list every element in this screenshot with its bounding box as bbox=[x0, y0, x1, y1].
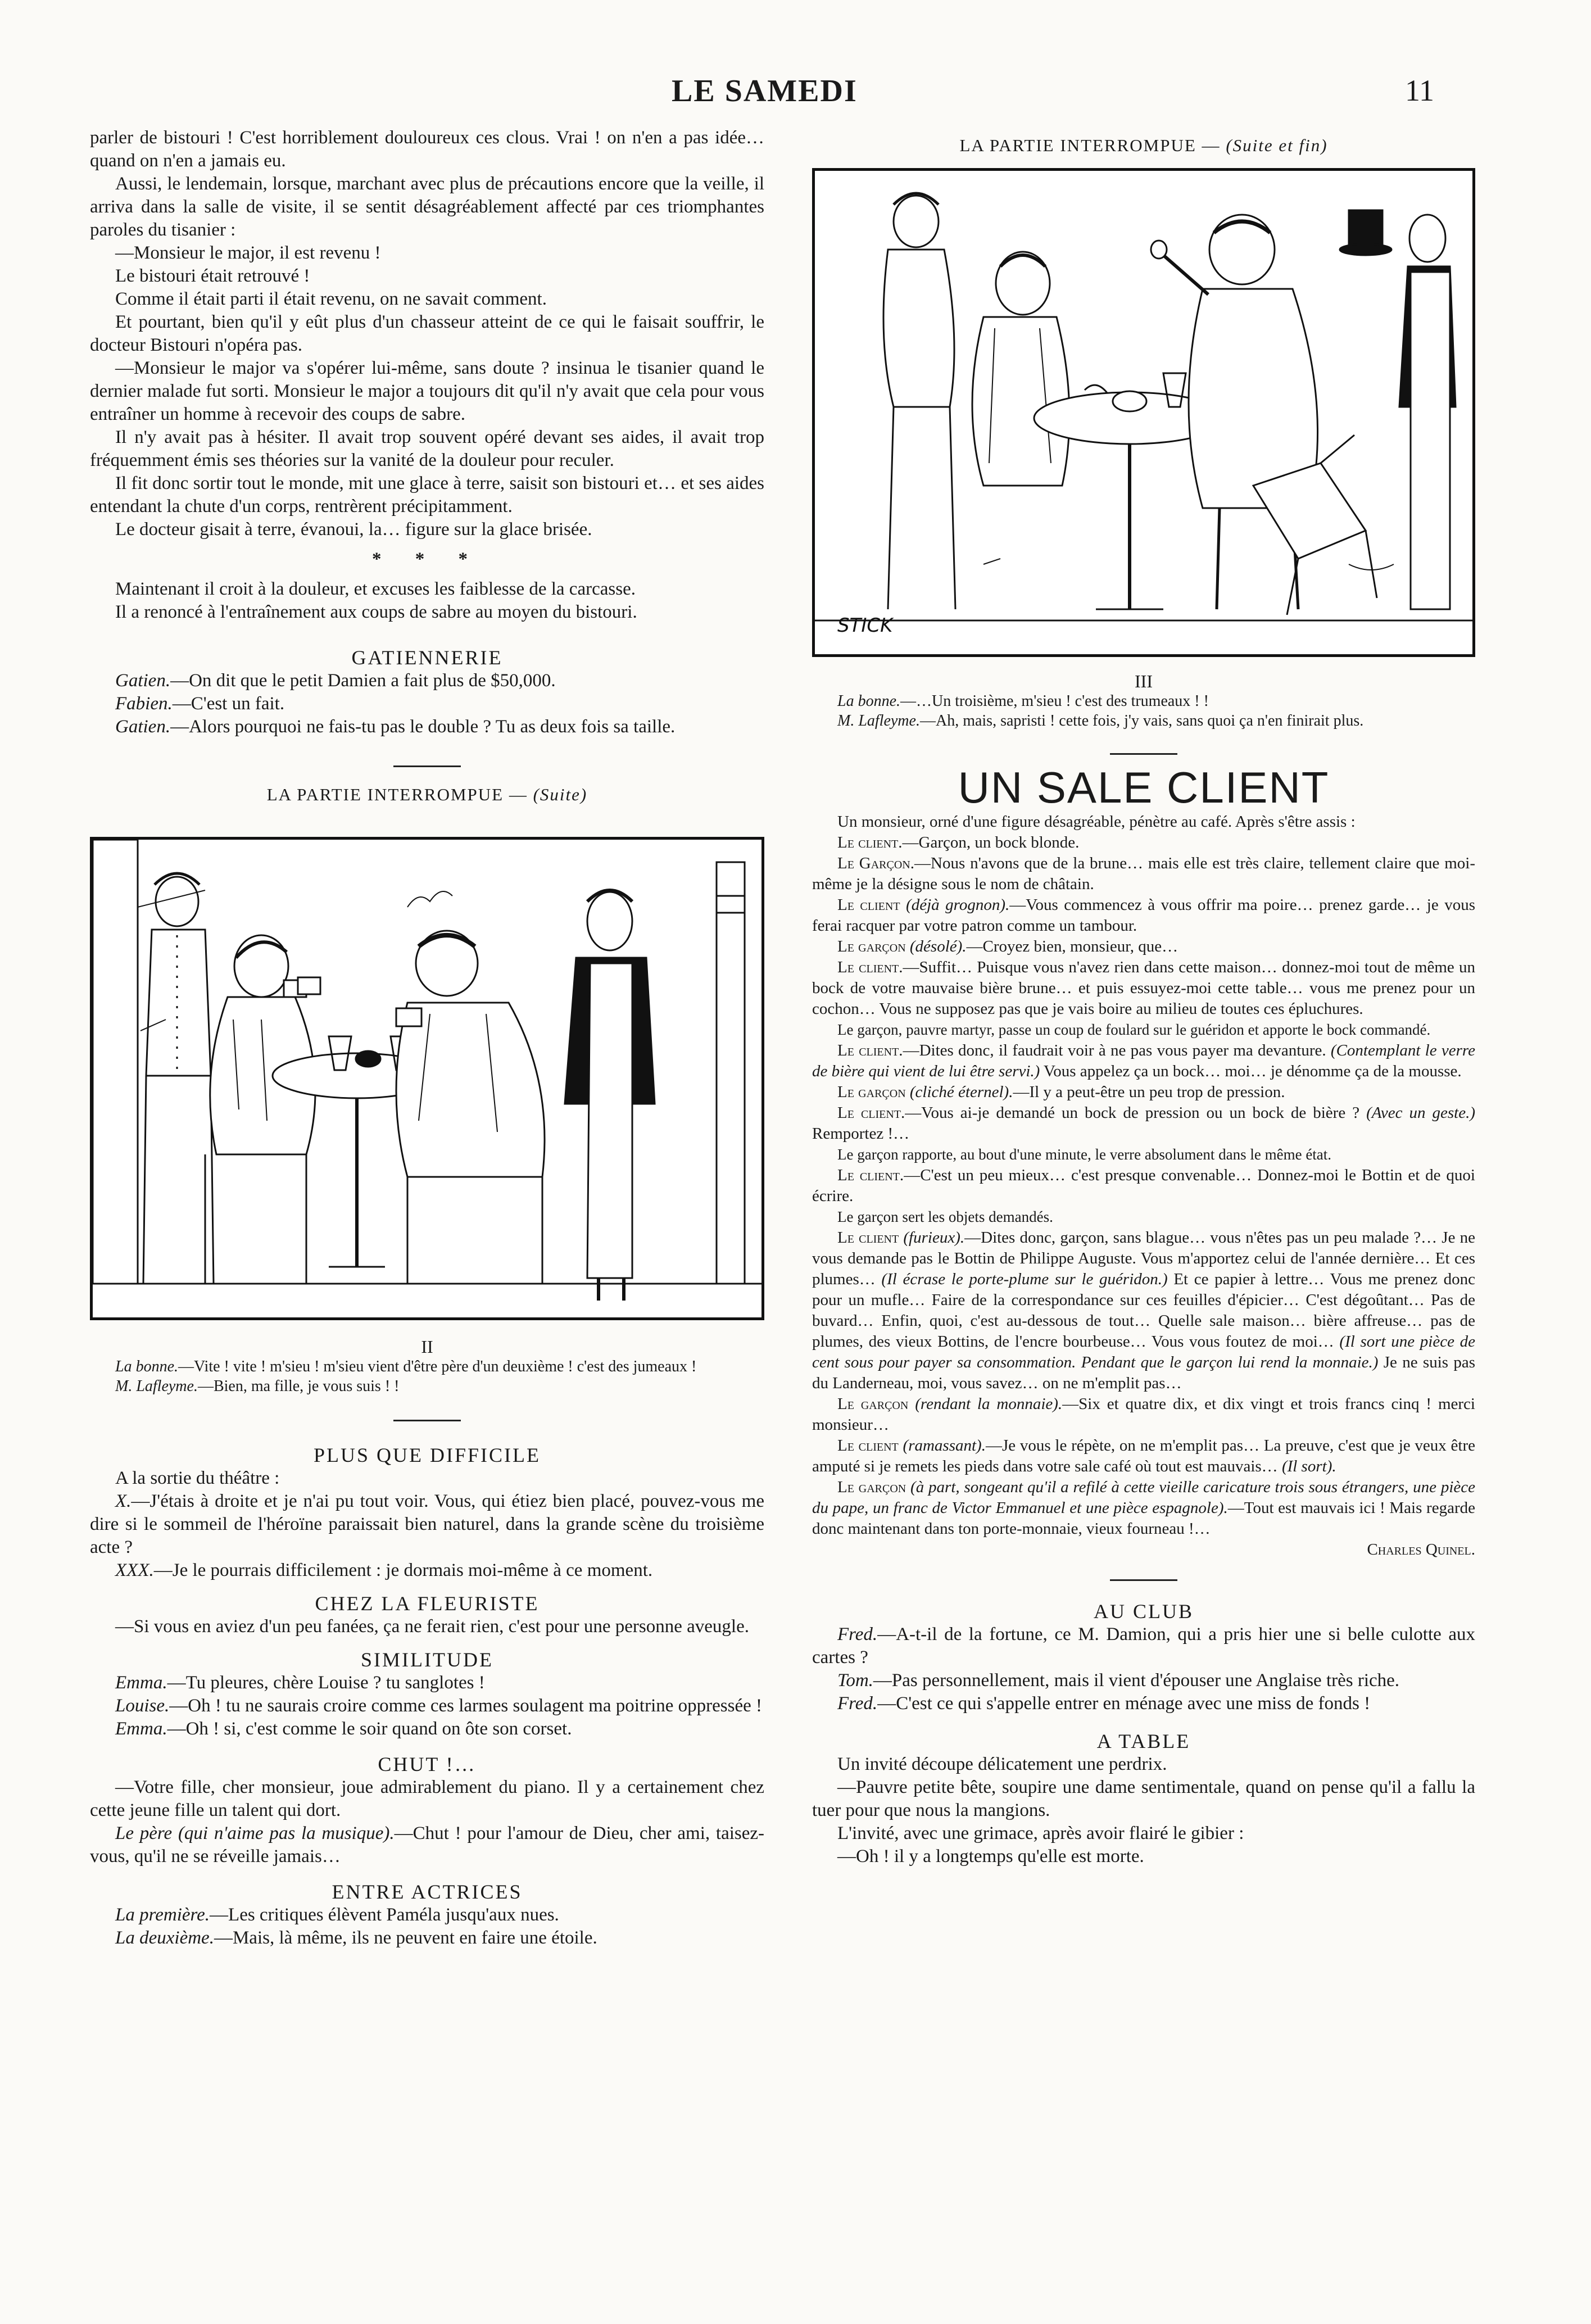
section-title-gatiennerie: GATIENNERIE bbox=[351, 646, 503, 669]
stage-direction: (furieux). bbox=[899, 1229, 965, 1247]
divider bbox=[393, 765, 461, 767]
stage-direction: (ramassant). bbox=[898, 1437, 986, 1455]
dialogue-line: —Dites donc, il faudrait voir à ne pas vous payer ma devanture. bbox=[903, 1041, 1326, 1059]
caption-number: II bbox=[421, 1337, 433, 1357]
speaker: Le Garçon. bbox=[837, 854, 914, 872]
speaker: Tom. bbox=[837, 1670, 873, 1691]
dialogue-line: —Vous ai-je demandé un bock de pression ou un bock de bière ? bbox=[905, 1104, 1360, 1122]
artist-signature: STICK bbox=[837, 614, 893, 637]
section-title-chut: CHUT !… bbox=[378, 1753, 477, 1775]
dialogue-line: —Garçon, un bock blonde. bbox=[902, 833, 1080, 851]
divider bbox=[1110, 753, 1177, 755]
dialogue-line: —Il y a peut-être un peu trop de pression. bbox=[1013, 1083, 1285, 1101]
paragraph: Le docteur gisait à terre, évanoui, la… figure sur la glace brisée. bbox=[115, 519, 592, 540]
paragraph: —Pauvre petite bête, soupire une dame sentimentale, quand on pense qu'il a fallu la tuer pour que nous la mangions. bbox=[812, 1777, 1475, 1820]
speaker: La bonne. bbox=[115, 1358, 178, 1375]
illustration-title: LA PARTIE INTERROMPUE — bbox=[266, 785, 528, 804]
dialogue-line: —Croyez bien, monsieur, que… bbox=[966, 937, 1178, 955]
speaker: La première. bbox=[115, 1905, 210, 1925]
caption-line: —Ah, mais, sapristi ! cette fois, j'y vais, sans quoi ça n'en finirait plus. bbox=[919, 712, 1364, 730]
speaker: XXX. bbox=[115, 1560, 154, 1580]
stage-direction: (Il écrase le porte-plume sur le guéridon.) bbox=[875, 1270, 1168, 1288]
section-title-similitude: SIMILITUDE bbox=[361, 1648, 493, 1671]
divider bbox=[1110, 1579, 1177, 1581]
speaker: Le garçon bbox=[837, 1478, 906, 1496]
stage-direction: (Il sort). bbox=[1277, 1457, 1336, 1475]
speaker: Fred. bbox=[837, 1624, 878, 1645]
dialogue-line: —J'étais à droite et je n'ai pu tout voir. Vous, qui étiez bien placé, pouvez-vous me dire si le sommeil de l'héroïne paraissait bien naturel, dans la grande scène du troisième acte ? bbox=[90, 1491, 764, 1557]
dialogue-line: —Suffit… Puisque vous n'avez rien dans cette maison… donnez-moi tout de même un bock de votre mauvaise bière brune… et puis essuyez-moi cette table… vous me prenez pour un cochon… Vous ne supposez pas que je vais boire au milieu de toutes ces épluchures. bbox=[812, 958, 1475, 1018]
paragraph: —Monsieur le major va s'opérer lui-même, sans doute ? insinua le tisanier quand le dernier malade fut sorti. Monsieur le major a toujours dit qu'il n'y avait que cela pour vous entraîner un homme à recevoir des coups de sabre. bbox=[90, 358, 764, 424]
chair-falls-drawing bbox=[815, 171, 1472, 654]
paragraph: —Monsieur le major, il est revenu ! bbox=[115, 243, 381, 263]
paragraph: Aussi, le lendemain, lorsque, marchant avec plus de précautions encore que la veille, il arriva dans la salle de visite, il se sentit désagréablement affecté par ces triomphantes paroles du tisanier : bbox=[90, 174, 764, 240]
speaker: Le client. bbox=[837, 958, 903, 976]
illustration-chair-falls bbox=[812, 168, 1475, 657]
paragraph: A la sortie du théâtre : bbox=[115, 1468, 280, 1488]
paragraph: Il fit donc sortir tout le monde, mit une glace à terre, saisit son bistouri et… et ses aides entendant la chute d'un corps, rentrèrent précipitamment. bbox=[90, 473, 764, 517]
speaker: X. bbox=[115, 1491, 132, 1511]
dialogue-line: —Mais, là même, ils ne peuvent en faire une étoile. bbox=[214, 1928, 597, 1948]
speaker: Le client bbox=[837, 1437, 899, 1455]
caption-number: III bbox=[1135, 671, 1153, 691]
stage-direction: Le garçon, pauvre martyr, passe un coup de foulard sur le guéridon et apporte le bock commandé. bbox=[837, 1021, 1431, 1038]
paragraph: Comme il était parti il était revenu, on ne savait comment. bbox=[115, 289, 547, 309]
illustration-card-game bbox=[90, 837, 764, 1320]
paragraph: Et pourtant, bien qu'il y eût plus d'un chasseur atteint de ce qui le faisait souffrir, le docteur Bistouri n'opéra pas. bbox=[90, 312, 764, 355]
illustration-title-suffix: (Suite) bbox=[533, 785, 588, 804]
section-title-entre-actrices: ENTRE ACTRICES bbox=[332, 1881, 523, 1903]
speaker: La deuxième. bbox=[115, 1928, 214, 1948]
section-title-au-club: AU CLUB bbox=[1093, 1600, 1194, 1623]
dialogue-line: Et ce papier à lettre… Vous me prenez donc pour un mufle… Faire de la correspondance sur ces feuilles d'épicier… C'est dégoûtant… Pas de buvard… Enfin, quoi, c'est au-dessous de tout… Quelle sale maison… bière affreuse… pas de plumes, des vieux Bottins, de l'encre bourbeuse… Vous vous foutez de moi… bbox=[812, 1270, 1475, 1351]
speaker: Le garçon bbox=[837, 1395, 909, 1413]
speaker: Le garçon bbox=[837, 937, 906, 955]
dialogue-line: Je ne suis pas du Landerneau, moi, vous savez… on ne m'emplit pas… bbox=[812, 1353, 1475, 1392]
caption-line: —Bien, ma fille, je vous suis ! ! bbox=[197, 1378, 400, 1395]
stage-direction: (cliché éternel). bbox=[905, 1083, 1013, 1101]
paragraph: —Votre fille, cher monsieur, joue admirablement du piano. Il y a certainement chez cette jeune fille un talent qui dort. bbox=[90, 1777, 764, 1820]
stage-direction: Le garçon sert les objets demandés. bbox=[837, 1208, 1053, 1225]
stage-direction: Un monsieur, orné d'une figure désagréable, pénètre au café. Après s'être assis : bbox=[837, 813, 1356, 831]
page-header bbox=[0, 73, 1591, 118]
paragraph: —Oh ! il y a longtemps qu'elle est morte. bbox=[837, 1846, 1144, 1867]
caption-line: —Vite ! vite ! m'sieu ! m'sieu vient d'être père d'un deuxième ! c'est des jumeaux ! bbox=[178, 1358, 697, 1375]
dialogue-line: —Six et quatre dix, et dix vingt et trois francs cinq ! merci monsieur… bbox=[812, 1395, 1475, 1434]
dialogue-line: —Pas personnellement, mais il vient d'épouser une Anglaise très riche. bbox=[873, 1670, 1400, 1691]
speaker: Gatien. bbox=[115, 671, 171, 691]
paragraph: —Si vous en aviez d'un peu fanées, ça ne ferait rien, c'est pour une personne aveugle. bbox=[115, 1616, 749, 1637]
stage-direction: (déjà grognon). bbox=[900, 896, 1010, 914]
article-title-sale-client: UN SALE CLIENT bbox=[958, 763, 1330, 812]
dialogue-line: —Tu pleures, chère Louise ? tu sanglotes ! bbox=[167, 1673, 485, 1693]
section-title-fleuriste: CHEZ LA FLEURISTE bbox=[315, 1592, 540, 1615]
stage-direction: (Il sort une pièce de cent sous pour payer sa consommation. Pendant que le garçon lui rend la monnaie.) bbox=[812, 1333, 1475, 1371]
speaker: Gatien. bbox=[115, 717, 171, 737]
paragraph: Il a renoncé à l'entraînement aux coups de sabre au moyen du bistouri. bbox=[115, 602, 637, 622]
speaker: Le client bbox=[837, 896, 900, 914]
speaker: Fred. bbox=[837, 1693, 878, 1714]
illustration-title-suffix: (Suite et fin) bbox=[1226, 135, 1328, 155]
stage-direction: (Avec un geste.) bbox=[1359, 1104, 1475, 1122]
paragraph: Il n'y avait pas à hésiter. Il avait trop souvent opéré devant ses aides, il avait trop fréquemment émis ses théories sur la vanité de la douleur pour reculer. bbox=[90, 427, 764, 470]
speaker: Emma. bbox=[115, 1673, 167, 1693]
dialogue-line: —C'est un fait. bbox=[172, 694, 285, 714]
stage-direction: (Contemplant le verre de bière qui vient de lui être servi.) bbox=[812, 1041, 1475, 1080]
stage-direction: Le garçon rapporte, au bout d'une minute, le verre absolument dans le même état. bbox=[837, 1146, 1332, 1163]
dialogue-line: —Dites donc, garçon, sans blague… vous n'êtes pas un peu malade ?… Je ne vous demande pas le Bottin de Philippe Auguste. Vous m'apportez celui de l'année dernière… Et ces plumes… bbox=[812, 1229, 1476, 1288]
dialogue-line: —C'est un peu mieux… c'est presque convenable… Donnez-moi le Bottin et de quoi écrire. bbox=[812, 1166, 1475, 1205]
dialogue-line: —Oh ! si, c'est comme le soir quand on ôte son corset. bbox=[167, 1719, 572, 1739]
speaker: La bonne. bbox=[837, 692, 900, 710]
paragraph: Un invité découpe délicatement une perdrix. bbox=[837, 1754, 1167, 1774]
dialogue-line: —A-t-il de la fortune, ce M. Damion, qui a pris hier une si belle culotte aux cartes ? bbox=[812, 1624, 1475, 1668]
dialogue-line: —Oh ! tu ne saurais croire comme ces larmes soulagent ma poitrine oppressée ! bbox=[169, 1696, 762, 1716]
right-column bbox=[812, 134, 1475, 1868]
dialogue-line: —Nous n'avons que de la brune… mais elle est très claire, tellement claire que moi-même je la désigne sous le nom de châtain. bbox=[812, 854, 1476, 893]
dialogue-line: —On dit que le petit Damien a fait plus de $50,000. bbox=[170, 671, 556, 691]
speaker: M. Lafleyme. bbox=[837, 712, 920, 730]
stage-direction: (à part, songeant qu'il a refilé à cette vieille caricature trois sous étrangers, une pièce du pape, un franc de Victor Emmanuel et une pièce espagnole). bbox=[812, 1478, 1475, 1517]
caption-line: —…Un troisième, m'sieu ! c'est des trumeaux ! ! bbox=[900, 692, 1209, 710]
speaker: Le client. bbox=[837, 833, 903, 851]
dialogue-line: —Tout est mauvais ici ! Mais regarde donc maintenant dans ton porte-monnaie, vieux fourneau !… bbox=[812, 1499, 1475, 1538]
illustration-title: LA PARTIE INTERROMPUE — bbox=[959, 135, 1221, 155]
speaker: Le père (qui n'aime pas la musique). bbox=[115, 1823, 395, 1843]
speaker: Le client. bbox=[837, 1041, 903, 1059]
card-game-drawing bbox=[93, 840, 761, 1317]
dialogue-line: —Les critiques élèvent Paméla jusqu'aux nues. bbox=[210, 1905, 559, 1925]
dialogue-line: Remportez !… bbox=[812, 1125, 910, 1143]
dialogue-line: —Alors pourquoi ne fais-tu pas le double ? Tu as deux fois sa taille. bbox=[170, 717, 676, 737]
paragraph: Maintenant il croit à la douleur, et excuses les faiblesse de la carcasse. bbox=[115, 579, 636, 599]
speaker: M. Lafleyme. bbox=[115, 1378, 198, 1395]
speaker: Fabien. bbox=[115, 694, 173, 714]
section-stars: * * * bbox=[372, 549, 482, 569]
page-number: 11 bbox=[1405, 74, 1434, 107]
section-title-a-table: A TABLE bbox=[1096, 1730, 1191, 1752]
left-column bbox=[90, 126, 764, 1950]
dialogue-line: —C'est ce qui s'appelle entrer en ménage avec une miss de fonds ! bbox=[877, 1693, 1371, 1714]
dialogue-line: —Je le pourrais difficilement : je dormais moi-même à ce moment. bbox=[153, 1560, 653, 1580]
stage-direction: (rendant la monnaie). bbox=[908, 1395, 1063, 1413]
paragraph: parler de bistouri ! C'est horriblement douloureux ces clous. Vrai ! on n'en a pas idée… quand on n'en a jamais eu. bbox=[90, 128, 764, 171]
author-signature: Charles Quinel. bbox=[1367, 1541, 1475, 1559]
dialogue-line: —Je vous le répète, on ne m'emplit pas… La preuve, c'est que je veux être amputé si je remets les pieds dans votre sale café où tout est mauvais… bbox=[812, 1437, 1475, 1475]
speaker: Louise. bbox=[115, 1696, 170, 1716]
dialogue-line: —Chut ! pour l'amour de Dieu, cher ami, taisez-vous, qu'il ne se réveille jamais… bbox=[90, 1823, 765, 1867]
speaker: Emma. bbox=[115, 1719, 167, 1739]
paragraph: Le bistouri était retrouvé ! bbox=[115, 266, 310, 286]
speaker: Le client bbox=[837, 1229, 899, 1247]
speaker: Le garçon bbox=[837, 1083, 906, 1101]
dialogue-line: —Vous commencez à vous offrir ma poire… prenez garde… je vous ferai racquer par votre patron comme un tambour. bbox=[812, 896, 1475, 935]
masthead-title: LE SAMEDI bbox=[672, 74, 858, 108]
paragraph: L'invité, avec une grimace, après avoir flairé le gibier : bbox=[837, 1823, 1244, 1843]
section-title-plus-que-difficile: PLUS QUE DIFFICILE bbox=[313, 1444, 541, 1466]
speaker: Le client. bbox=[837, 1104, 905, 1122]
divider bbox=[393, 1420, 461, 1421]
dialogue-line: Vous appelez ça un bock… moi… je dénomme ça de la mousse. bbox=[1040, 1062, 1462, 1080]
stage-direction: (désolé). bbox=[905, 937, 967, 955]
speaker: Le client. bbox=[837, 1166, 904, 1184]
